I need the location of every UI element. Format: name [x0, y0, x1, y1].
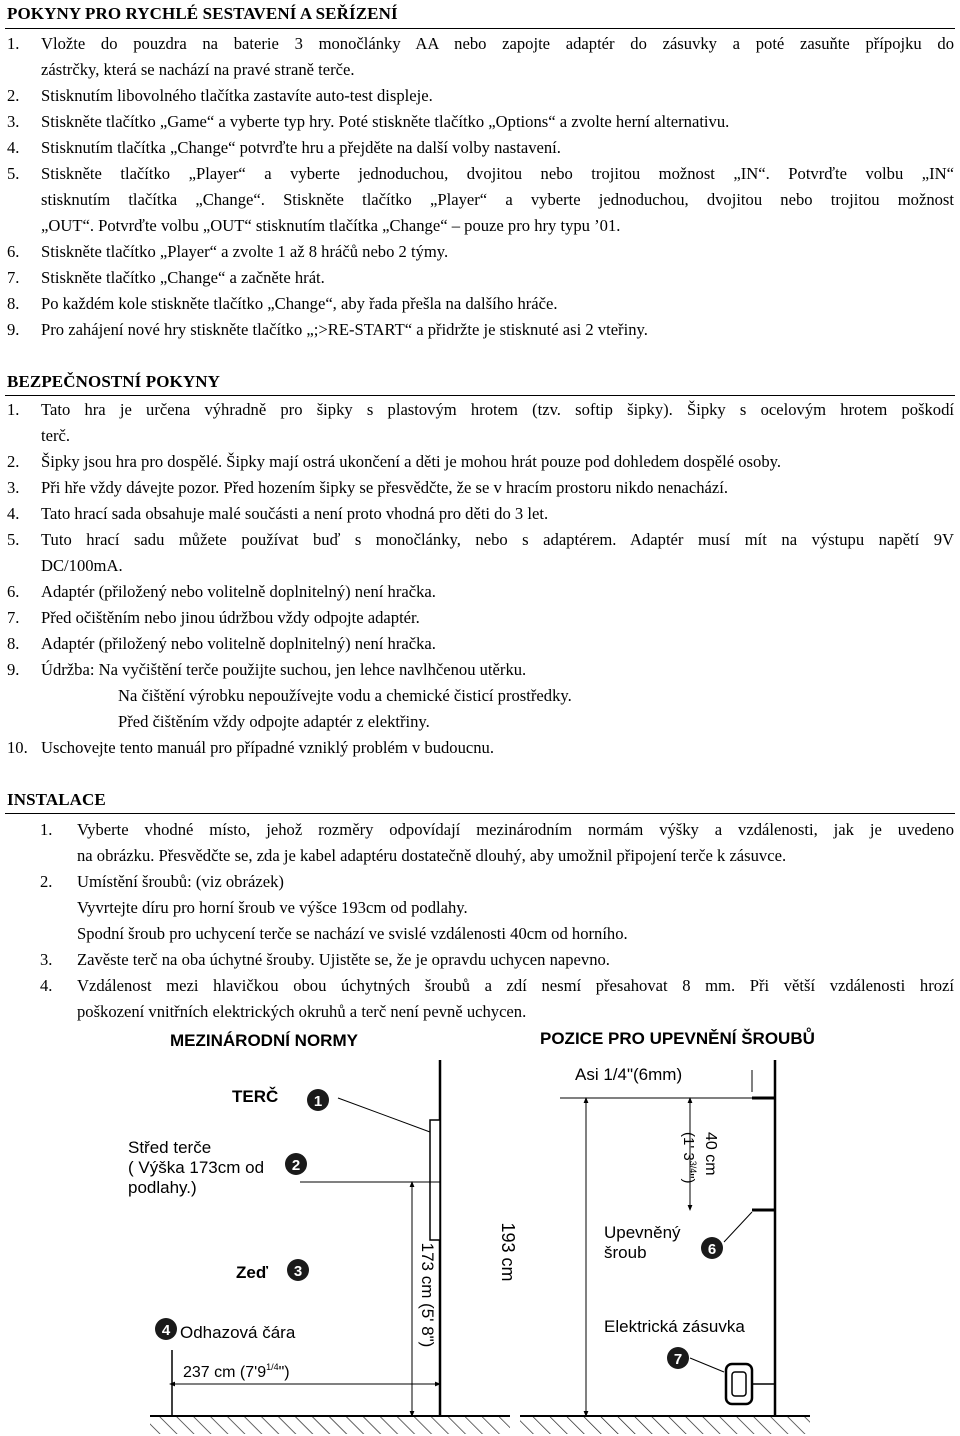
item-number: 1.: [7, 34, 20, 53]
list-item: [0, 869, 960, 947]
item-number: 3.: [40, 950, 53, 969]
list-item: [0, 83, 960, 109]
item-text: Údržba: Na vyčištění terče použijte suchou, jen lehce navlhčenou utěrku.: [41, 660, 527, 679]
marker-4: [155, 1318, 177, 1340]
label-center-1: Střed terče: [128, 1138, 212, 1157]
list-item: [0, 135, 960, 161]
item-text: poškození vnitřních elektrických okruhů a terč není pevně uchycen.: [77, 1002, 527, 1021]
item-number: 4.: [40, 976, 53, 995]
section-title-quick: POKYNY PRO RYCHLÉ SESTAVENÍ A SEŘÍZENÍ: [7, 4, 398, 23]
list-item: [0, 947, 960, 973]
dartboard-side: [430, 1120, 440, 1240]
distance-end: "): [278, 1364, 290, 1381]
item-text: Při hře vždy dávejte pozor. Před hozením šipky se přesvědčte, že se v hracím prostoru nikdo nenachází.: [41, 478, 729, 497]
spacing-label: 40 cm: [702, 1132, 719, 1176]
section-title-install: INSTALACE: [7, 790, 106, 809]
label-gap: Asi 1/4"(6mm): [575, 1065, 683, 1084]
distance-value: 237 cm (7'9: [183, 1364, 267, 1381]
marker-1: [307, 1089, 329, 1111]
label-center-2: ( Výška 173cm od: [128, 1158, 265, 1177]
item-text: Umístění šroubů: (viz obrázek): [77, 872, 284, 891]
leader-line: [690, 1358, 724, 1372]
item-text: Stisknutím libovolného tlačítka zastavíte auto-test displeje.: [41, 86, 433, 105]
item-text: Spodní šroub pro uchycení terče se nachází ve svislé vzdálenosti 40cm od horního.: [77, 924, 628, 943]
label-center-3: podlahy.): [128, 1178, 197, 1197]
item-number: 1.: [40, 820, 53, 839]
item-number: 5.: [7, 164, 20, 183]
item-number: 4.: [7, 504, 20, 523]
item-text: Šipky jsou hra pro dospělé. Šipky mají ostrá ukončení a děti je mohou hrát pouze pod dohledem dospělé osoby.: [41, 452, 781, 471]
label-socket: Elektrická zásuvka: [604, 1317, 745, 1336]
diagram-title: POZICE PRO UPEVNĚNÍ ŠROUBŮ: [540, 1029, 815, 1048]
item-text: Tato hrací sada obsahuje malé součásti a není proto vhodná pro děti do 3 let.: [41, 504, 549, 523]
item-number: 8.: [7, 294, 20, 313]
item-number: 2.: [40, 872, 53, 891]
item-number: 1.: [7, 400, 20, 419]
item-text: Stiskněte tlačítko „Player“ a zvolte 1 až 8 hráčů nebo 2 týmy.: [41, 242, 449, 261]
list-item: [0, 161, 960, 239]
item-text: DC/100mA.: [41, 556, 123, 575]
item-number: 2.: [7, 86, 20, 105]
list-item: [0, 735, 960, 761]
list-item: [0, 239, 960, 265]
list-item: [0, 657, 960, 683]
label-throw: Odhazová čára: [180, 1323, 296, 1342]
item-text: terč.: [41, 426, 71, 445]
item-text: Stiskněte tlačítko „Game“ a vyberte typ hry. Poté stiskněte tlačítko „Options“ a zvolte herní alternativu.: [41, 112, 730, 131]
item-text: Po každém kole stiskněte tlačítko „Change“, aby řada přešla na dalšího hráče.: [41, 294, 558, 313]
marker-number: 6: [707, 1241, 717, 1258]
item-text: Před očištěním nebo jinou údržbou vždy odpojte adaptér.: [41, 608, 420, 627]
item-number: 10.: [7, 738, 28, 757]
item-text: Stisknutím tlačítka „Change“ potvrďte hru a přejděte na další volby nastavení.: [41, 138, 561, 157]
item-number: 3.: [7, 478, 20, 497]
height-label: 173 cm (5' 8"): [418, 1242, 437, 1348]
leader-line: [338, 1098, 430, 1132]
item-number: 9.: [7, 660, 20, 679]
item-text: Uschovejte tento manuál pro případné vzniklý problém v budoucnu.: [41, 738, 494, 757]
list-item: [0, 527, 960, 579]
list-item: [0, 449, 960, 475]
marker-number: 3: [293, 1263, 303, 1280]
section-title-safety: BEZPEČNOSTNÍ POKYNY: [7, 372, 221, 391]
distance-fraction: 1/4: [266, 1362, 279, 1372]
list-item: [0, 817, 960, 869]
list-item: [0, 605, 960, 631]
floor-hatch: [520, 1416, 810, 1434]
list-item: [0, 265, 960, 291]
item-number: 4.: [7, 138, 20, 157]
label-board: TERČ: [232, 1087, 279, 1106]
diagram-international-norms: [128, 1031, 510, 1434]
item-number: 6.: [7, 582, 20, 601]
list-item: [0, 317, 960, 343]
list-item: [0, 291, 960, 317]
item-text: Tuto hrací sadu můžete používat buď s monočlánky, nebo s adaptérem. Adaptér musí mít na výstupu napětí 9V: [41, 530, 954, 549]
item-text: Stiskněte tlačítko „Change“ a začněte hrát.: [41, 268, 325, 287]
marker-number: 4: [161, 1322, 171, 1339]
spacing-end: "): [680, 1173, 697, 1184]
label-dart: Zeď: [236, 1263, 269, 1282]
installation-diagrams: [0, 1020, 960, 1436]
marker-7: [667, 1347, 689, 1369]
item-text: Stiskněte tlačítko „Player“ a vyberte jednoduchou, dvojitou nebo trojitou možnost „IN“. Potvrďte volbu „IN“: [41, 164, 954, 183]
spacing-fraction: 3/4: [688, 1160, 698, 1174]
marker-6: [701, 1237, 723, 1259]
item-number: 5.: [7, 530, 20, 549]
item-number: 9.: [7, 320, 20, 339]
label-screw-2: šroub: [604, 1243, 647, 1262]
item-text: na obrázku. Přesvědčte se, zda je kabel adaptéru dostatečně dlouhý, aby umožnil připojení terče k zásuvce.: [77, 846, 787, 865]
marker-number: 2: [291, 1157, 301, 1174]
list-item: [0, 973, 960, 1025]
list-item: [0, 475, 960, 501]
spacing-label-imperial: [680, 1132, 698, 1184]
item-text: Vzdálenost mezi hlavičkou obou úchytných šroubů a zdí nesmí přesahovat 8 mm. Při větší vzdálenosti hrozí: [77, 976, 954, 995]
item-text: Vyberte vhodné místo, jehož rozměry odpovídají mezinárodním normám výšky a vzdálenosti, jak je uvedeno: [77, 820, 954, 839]
label-screw-1: Upevněný: [604, 1223, 681, 1242]
socket-icon: [726, 1364, 752, 1404]
maintenance-note: Před čištěním vždy odpojte adaptér z elektřiny.: [118, 712, 430, 731]
marker-number: 1: [313, 1093, 323, 1110]
item-text: zástrčky, která se nachází na pravé straně terče.: [41, 60, 355, 79]
section-rule: [5, 28, 955, 29]
list-item: [0, 397, 960, 449]
item-number: 2.: [7, 452, 20, 471]
section-rule: [5, 813, 955, 814]
item-text: Zavěste terč na oba úchytné šrouby. Ujistěte se, že je opravdu uchycen napevno.: [77, 950, 610, 969]
maintenance-note: Na čištění výrobku nepoužívejte vodu a chemické čisticí prostředky.: [118, 686, 572, 705]
item-number: 8.: [7, 634, 20, 653]
section-rule: [5, 395, 955, 396]
floor-hatch: [150, 1416, 510, 1434]
item-text: Tato hra je určena výhradně pro šipky s plastovým hrotem (tzv. softip šipky). Šipky s ocelovým hrotem poškodí: [41, 400, 954, 419]
item-number: 7.: [7, 268, 20, 287]
distance-label: [183, 1362, 290, 1381]
item-text: „OUT“. Potvrďte volbu „OUT“ stisknutím tlačítka „Change“ – pouze pro hry typu ’01.: [41, 216, 621, 235]
diagram-screw-positions: [498, 1028, 815, 1434]
item-text: Adaptér (přiložený nebo volitelně doplnitelný) není hračka.: [41, 582, 436, 601]
spacing-imperial-value: (1' 3: [680, 1132, 697, 1161]
list-item: [0, 579, 960, 605]
height-label: 193 cm: [498, 1222, 518, 1282]
item-text: Pro zahájení nové hry stiskněte tlačítko „;>RE-START“ a přidržte je stisknuté asi 2 vteřiny.: [41, 320, 648, 339]
item-number: 6.: [7, 242, 20, 261]
list-item: [0, 501, 960, 527]
item-text: Vyvrtejte díru pro horní šroub ve výšce 193cm od podlahy.: [77, 898, 468, 917]
marker-3: [287, 1259, 309, 1281]
list-item: [0, 109, 960, 135]
leader-line: [724, 1212, 752, 1242]
marker-2: [285, 1153, 307, 1175]
list-item: [0, 31, 960, 83]
marker-number: 7: [673, 1351, 683, 1368]
item-number: 3.: [7, 112, 20, 131]
item-text: Vložte do pouzdra na baterie 3 monočlánky AA nebo zapojte adaptér do zásuvky a poté zasuňte přípojku do: [41, 34, 954, 53]
list-item: [0, 631, 960, 657]
diagram-title: MEZINÁRODNÍ NORMY: [170, 1031, 358, 1050]
item-text: stisknutím tlačítka „Change“. Stiskněte tlačítko „Player“ a vyberte jednoduchou, dvojitou nebo trojitou možnost: [41, 190, 954, 209]
item-number: 7.: [7, 608, 20, 627]
item-text: Adaptér (přiložený nebo volitelně doplnitelný) není hračka.: [41, 634, 436, 653]
